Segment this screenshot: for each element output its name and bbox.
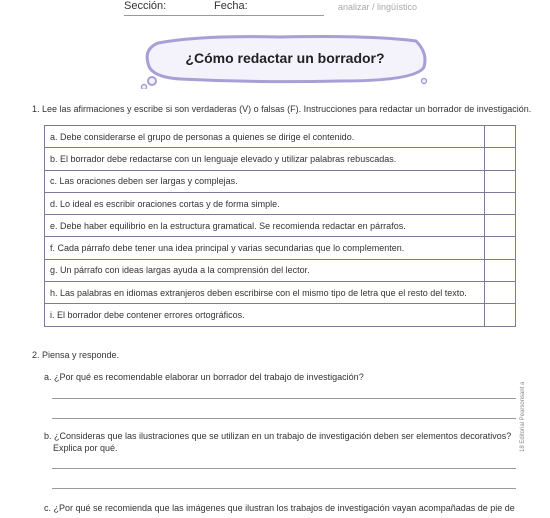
fecha-label: Fecha: (214, 0, 248, 12)
header-underline (124, 15, 324, 16)
table-row (45, 282, 516, 304)
question-2: 2. Piensa y responde. (32, 350, 120, 360)
question-1: 1. Lee las afirmaciones y escribe si son verdaderas (V) o falsas (F). Instrucciones para redactar un borrador de investigación. (32, 104, 532, 114)
skill-text: analizar / lingüístico (338, 2, 418, 12)
question-2b-line1: b. ¿Consideras que las ilustraciones que se utilizan en un trabajo de investigación deben ser elementos decorativos? (44, 431, 512, 441)
side-credit: 18 Editorial Pearsonsant a (520, 381, 526, 452)
page-title: ¿Cómo redactar un borrador? (185, 50, 385, 66)
table-row (45, 192, 516, 214)
table-row (45, 148, 516, 170)
answer-cell[interactable] (485, 282, 516, 304)
table-row (45, 259, 516, 281)
answer-cell[interactable] (485, 126, 516, 148)
statement-cell: a. Debe considerarse el grupo de personas a quienes se dirige el contenido. (45, 126, 485, 148)
statement-cell: i. El borrador debe contener errores ortográficos. (45, 304, 485, 326)
seccion-label: Sección: (124, 0, 167, 12)
question-2a: a. ¿Por qué es recomendable elaborar un borrador del trabajo de investigación? (44, 372, 364, 382)
statement-cell: f. Cada párrafo debe tener una idea principal y varias secundarias que lo complementen. (45, 237, 485, 259)
answer-line[interactable] (52, 398, 516, 399)
answer-cell[interactable] (485, 170, 516, 192)
answer-line[interactable] (52, 468, 516, 469)
table-row (45, 170, 516, 192)
table-row (45, 126, 516, 148)
answer-line[interactable] (52, 418, 516, 419)
answer-cell[interactable] (485, 148, 516, 170)
answer-line[interactable] (52, 488, 516, 489)
statement-cell: g. Un párrafo con ideas largas ayuda a la comprensión del lector. (45, 259, 485, 281)
answer-cell[interactable] (485, 237, 516, 259)
statement-cell: c. Las oraciones deben ser largas y complejas. (45, 170, 485, 192)
answer-cell[interactable] (485, 192, 516, 214)
true-false-table (44, 125, 516, 327)
answer-cell[interactable] (485, 215, 516, 237)
header-strip (0, 0, 550, 16)
answer-cell[interactable] (485, 304, 516, 326)
question-2c: c. ¿Por qué se recomienda que las imágenes que ilustran los trabajos de investigación vayan acompañadas de pie de (44, 503, 515, 513)
answer-cell[interactable] (485, 259, 516, 281)
statement-cell: e. Debe haber equilibrio en la estructura gramatical. Se recomienda redactar en párrafos. (45, 215, 485, 237)
question-2b (44, 430, 524, 454)
table-row (45, 237, 516, 259)
table-row (45, 304, 516, 326)
title-cloud (140, 33, 430, 89)
statement-cell: d. Lo ideal es escribir oraciones cortas y de forma simple. (45, 192, 485, 214)
statement-cell: b. El borrador debe redactarse con un lenguaje elevado y utilizar palabras rebuscadas. (45, 148, 485, 170)
statement-cell: h. Las palabras en idiomas extranjeros deben escribirse con el mismo tipo de letra que el resto del texto. (45, 282, 485, 304)
table-row (45, 215, 516, 237)
question-2b-line2: Explica por qué. (53, 443, 118, 453)
